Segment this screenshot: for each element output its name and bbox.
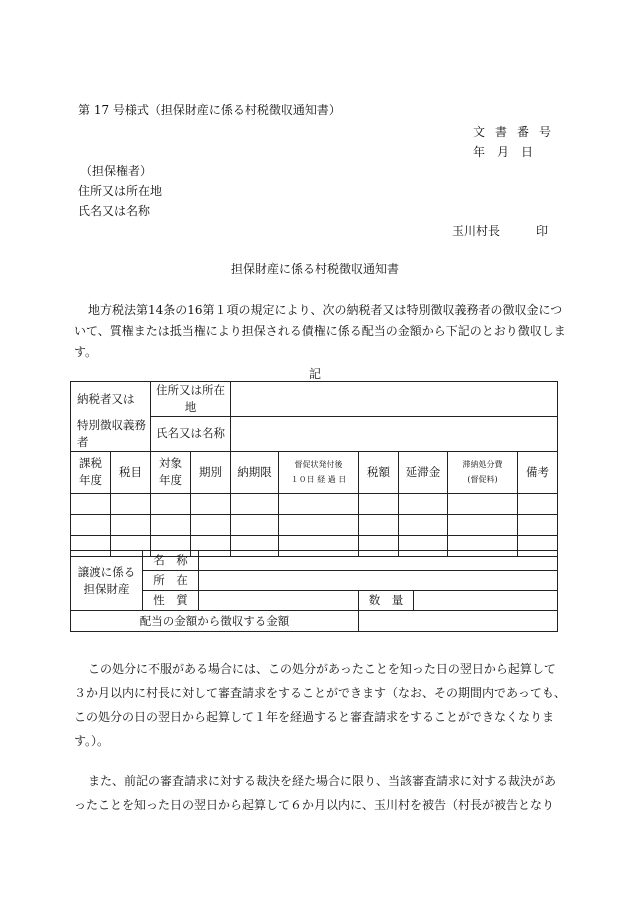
- doc-number-label: 文書番号: [473, 125, 562, 139]
- col-disposition-fee: 滞納処分費 (督促料): [448, 451, 518, 493]
- collateral-quantity-label: 数 量: [359, 591, 414, 611]
- collateral-location-value[interactable]: [199, 571, 558, 591]
- col-remarks: 備考: [518, 451, 558, 493]
- taxpayer-name-label: 氏名又は名称: [151, 417, 231, 452]
- taxpayer-address-label: 住所又は所在地: [151, 382, 231, 417]
- date-label: 年 月 日: [473, 145, 534, 159]
- collateral-table: [70, 550, 558, 632]
- collateral-nature-label: 性 質: [143, 591, 199, 611]
- taxpayer-address-value[interactable]: [231, 382, 558, 417]
- col-late-fee: 延滞金: [399, 451, 448, 493]
- collateral-name-label: 名 称: [143, 551, 199, 571]
- col-period: 期別: [191, 451, 231, 493]
- col-due-date: 納期限: [231, 451, 279, 493]
- collateral-location-label: 所 在: [143, 571, 199, 591]
- collateral-name-value[interactable]: [199, 551, 558, 571]
- name-label: 氏名又は名称: [78, 204, 151, 218]
- collateral-quantity-value[interactable]: [414, 591, 558, 611]
- collect-amount-label: 配当の金額から徴収する金額: [71, 611, 359, 632]
- taxpayer-label: 納税者又は: [71, 382, 151, 417]
- col-reminder: 督促状発付後 １０日 経 過 日: [279, 451, 359, 493]
- taxpayer-name-value[interactable]: [231, 417, 558, 452]
- tax-detail-table: [70, 381, 558, 557]
- collateral-nature-value[interactable]: [199, 591, 359, 611]
- form-title: 第 17 号様式（担保財産に係る村税徴収通知書）: [78, 103, 341, 117]
- collateral-label: 譲渡に係る 担保財産: [71, 551, 143, 611]
- intro-paragraph: 地方税法第14条の16第１項の規定により、次の納税者又は特別徴収義務者の徴収金について、質権または抵当権により担保される債権に係る配当の金額から下記のとおり徴収します。: [74, 303, 566, 359]
- appeal-paragraph: この処分に不服がある場合には、この処分があったことを知った日の翌日から起算して３か月以内に村長に対して審査請求をすることができます（なお、その期間内であっても、この処分の日の翌日から起算して１年を経過すると審査請求をすることができなくなります。）。: [74, 662, 566, 748]
- document-heading: 担保財産に係る村税徴収通知書: [230, 262, 399, 276]
- table-row: [71, 514, 558, 535]
- mayor-seal: 玉川村長 印: [452, 224, 549, 238]
- collector-label: 特別徴収義務者: [71, 417, 151, 452]
- col-tax-year: 課税 年度: [71, 451, 111, 493]
- lawsuit-paragraph: また、前記の審査請求に対する裁決を経た場合に限り、当該審査請求に対する裁決があったことを知った日の翌日から起算して６か月以内に、玉川村を被告（村長が被告となり: [74, 774, 557, 812]
- address-label: 住所又は所在地: [78, 184, 163, 198]
- security-holder-label: （担保権者）: [80, 164, 153, 178]
- col-target-year: 対象 年度: [151, 451, 191, 493]
- table-row: [71, 493, 558, 514]
- col-tax-item: 税目: [111, 451, 151, 493]
- collect-amount-value[interactable]: [359, 611, 558, 632]
- ki-label: 記: [308, 367, 321, 381]
- col-tax-amount: 税額: [359, 451, 399, 493]
